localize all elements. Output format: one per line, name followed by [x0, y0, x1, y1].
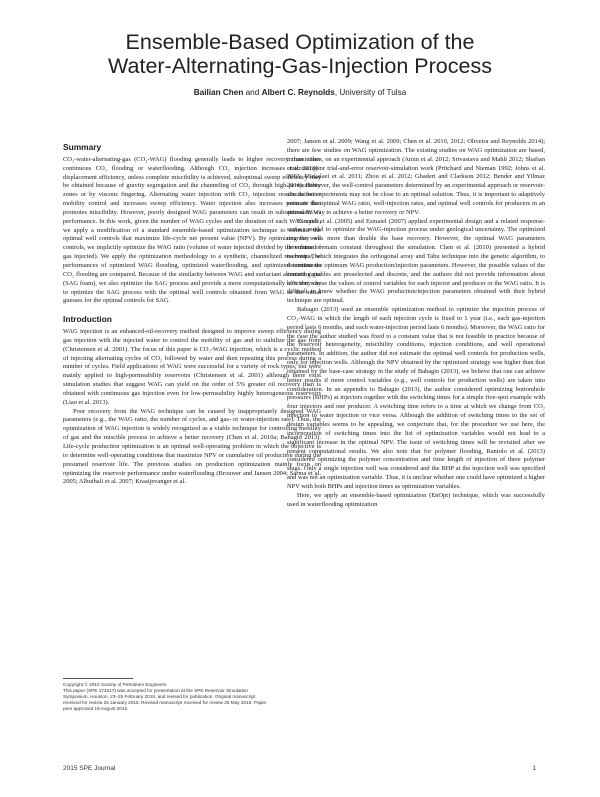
introduction-heading: Introduction [63, 314, 112, 325]
footnote-divider [63, 678, 133, 679]
right-paragraph-2: Esmaiel et al. (2005) and Esmaiel (2007) applied experimental design and a related response-surface model to optimize the WAG-injection process under geological uncertainty. The optimized recovery was more than double the base recovery. However, the optimal WAG parameters determined remain constant throughout the simulation. Chen et al. (2010) presented a hybrid technique, which integrates the orthogonal array and Tabu technique into the genetic algorithm, to determine the optimum WAG production/injection parameters. However, the possible values of the control variables are preselected and discrete, and the authors did not provide information about how they chose the values of control variables for each injector and producer or the WAG ratio. It is difficult to know whether the WAG production/injection parameters obtained with their hybrid technique are optimal. [287, 217, 545, 305]
left-column [63, 138, 321, 487]
right-paragraph-4: Here, we apply an ensemble-based optimization (EnOpt) technique, which was successfully used in waterflooding optimization [287, 491, 545, 508]
summary-paragraph: CO₂-water-alternating-gas (CO₂-WAG) flooding generally leads to higher recovery than either continuous CO₂ flooding or waterflooding. Although CO₂ injection increases microscopic displacement efficiency, unless complete miscibility is achieved, suboptimal sweep efficiency may be obtained because of gravity segregation and the channeling of CO₂ through high-permeability zones or by viscous fingering. Alternating water injection with CO₂ injection results in better mobility control and increases sweep efficiency. Water injection also increases pressure that promotes miscibility. However, poorly designed WAG parameters can result in suboptimal WAG performance. In this work, given the number of WAG cycles and the duration of each WAG cycle, we apply a modification of a standard ensemble-based optimization technique to estimate the optimal well controls that maximize life-cycle net present value (NPV). By optimizing the well controls, we implicitly optimize the WAG ratio (volume of water injected divided by the volume of gas injected). We apply the optimization methodology to a synthetic, channelized reservoir. The performances of optimized WAG flooding, optimized waterflooding, and optimized continuous CO₂ flooding are compared. Because of the similarity between WAG and surfactant alternating gas (SAG foam), we also optimize the SAG process and provide a more computationally efficient way to optimize the SAG process with the optimal well controls obtained from WAG as the initial guesses for the optimal controls for SAG. [63, 155, 321, 305]
summary-heading: Summary [63, 142, 102, 152]
right-paragraph-3: Bahagio (2013) used an ensemble optimization method to optimize the injection process of CO₂-WAG in which the length of each injection cycle is fixed to 1 year (i.e., each gas-injection period lasts 6 months, and each water-injection period lasts 6 months). Moreover, the WAG ratio for the case the author studied was fixed to a constant value that is not feasible in practice because of the reservoir heterogeneity, miscibility conditions, injection conditions, and well operational parameters. In addition, the author did not estimate the optimal well controls for production wells, only for injection wells. Although the NPV obtained by the optimized strategy was higher than that obtained by the base-case strategy in the study of Bahagio (2013), we believe that one can achieve better results if more control variables (e.g., well controls for production wells) are taken into consideration. In an appendix to Bahagio (2013), the author considered optimizing bottomhole pressures (BHPs) at injectors together with the switching times for a simple five-spot example with four injectors and one producer. A switching time refers to a time at which we change from CO₂ injection to water injection or vice versa. Although the addition of switching times to the set of design variables seems to be appealing, we conjecture that, for the procedure we use here, the incorporation of switching times into the list of optimization variables would not lead to a significant increase in the optimal NPV. The issue of switching times will be revisited after we present computational results. We also note that for polymer flooding, Raniolo et al. (2013) considered optimizing the polymer concentration and time length of injection of three polymer slugs. Only a single injection well was considered and the BHP at the injection well was specified and was not an optimization variable. Thus, it is unclear whether one could have optimized a higher NPV with both BHPs and injection times as optimization variables. [287, 306, 546, 490]
author-conjunction: and [243, 88, 262, 97]
copyright-line: Copyright © 2015 Society of Petroleum Engineers [63, 682, 167, 687]
journal-footer: 2015 SPE Journal [63, 765, 116, 772]
title-line-1: Ensemble-Based Optimization of the [125, 30, 475, 54]
page-number: 1 [532, 765, 536, 772]
author-line [0, 88, 600, 97]
footnote [63, 682, 268, 712]
right-column [287, 138, 545, 509]
right-paragraph-1: 2007; Jansen et al. 2009; Wang et al. 2009; Chen et al. 2010, 2012; Oliveira and Reynolds 2014); there are few studies on WAG optimization. The existing studies on WAG optimization are based, in most cases, on an experimental approach (Amin et al. 2012; Srivastava and Mahli 2012; Shafian et al. 2013) or trial-and-error reservoir-simulation work (Pritchard and Nieman 1992; Johns et al. 2003; Mirkalaei et al. 2011; Zhou et al. 2012; Ghaderi and Clarkson 2012; Bender and Yilmaz 2014). However, the well-control parameters determined by an experimental approach or reservoir-simulation experiments may not be close to an optimal solution. Thus, it is important to adaptively estimate the optimal WAG ratio, well-injection rates, and optimal well controls for producers in an automatic way to achieve a better recovery or NPV. [287, 138, 545, 216]
submission-note: This paper (SPE 173217) was accepted for presentation at the SPE Reservoir Simulation Symposium, Houston, 23–25 February 2015, and revised for publication. Original manuscript received for review 25 January 2015. Revised manuscript received for review 25 May 2015. Paper peer approved 19 August 2015. [63, 688, 267, 712]
paper-title [0, 30, 600, 78]
author-2: Albert C. Reynolds [261, 88, 335, 97]
affiliation: , University of Tulsa [334, 88, 407, 97]
title-line-2: Water-Alternating-Gas-Injection Process [108, 54, 492, 78]
intro-paragraph-2: Poor recovery from the WAG technique can be caused by inappropriately designed WAG parameters (e.g., the WAG ratio, the number of cycles, and gas- or water-injection rate). Thus, the optimization of WAG injection is widely recognized as a viable technique for controlling mobility of gas and the miscible process to achieve a better recovery (Chen et al. 2010a; Bahagio 2013). Life-cycle production optimization is an optimal well-operating problem in which the objective is to determine well-operating conditions that maximize NPV or cumulative oil production during the presumed reservoir life. The previous studies on production optimization mainly focus on optimizing the reservoir performance under waterflooding (Brouwer and Jansen 2004; Sarma et al. 2005; Alhuthali et al. 2007; Kraaijevanger et al. [63, 407, 321, 486]
author-1: Bailian Chen [193, 88, 244, 97]
intro-paragraph-1: WAG injection is an enhanced-oil-recovery method designed to improve sweep efficiency during gas injection with the injected water to control the mobility of gas and to stabilize the gas front (Christensen et al. 2001). The focus of this paper is CO₂-WAG injection, which is a cyclic method of injecting alternating cycles of CO₂ followed by water and then repeating this process during a number of cycles. Field applications of WAG were successful for a variety of rock types, but were mainly applied to high-permeability reservoirs (Christensen et al. 2001) although there exist simulation studies that suggest WAG can yield on the order of 5% greater oil recovery than is obtained with continuous gas injection even for low-permeability highly heterogeneous reservoirs (Liao et al. 2013). [63, 328, 321, 406]
